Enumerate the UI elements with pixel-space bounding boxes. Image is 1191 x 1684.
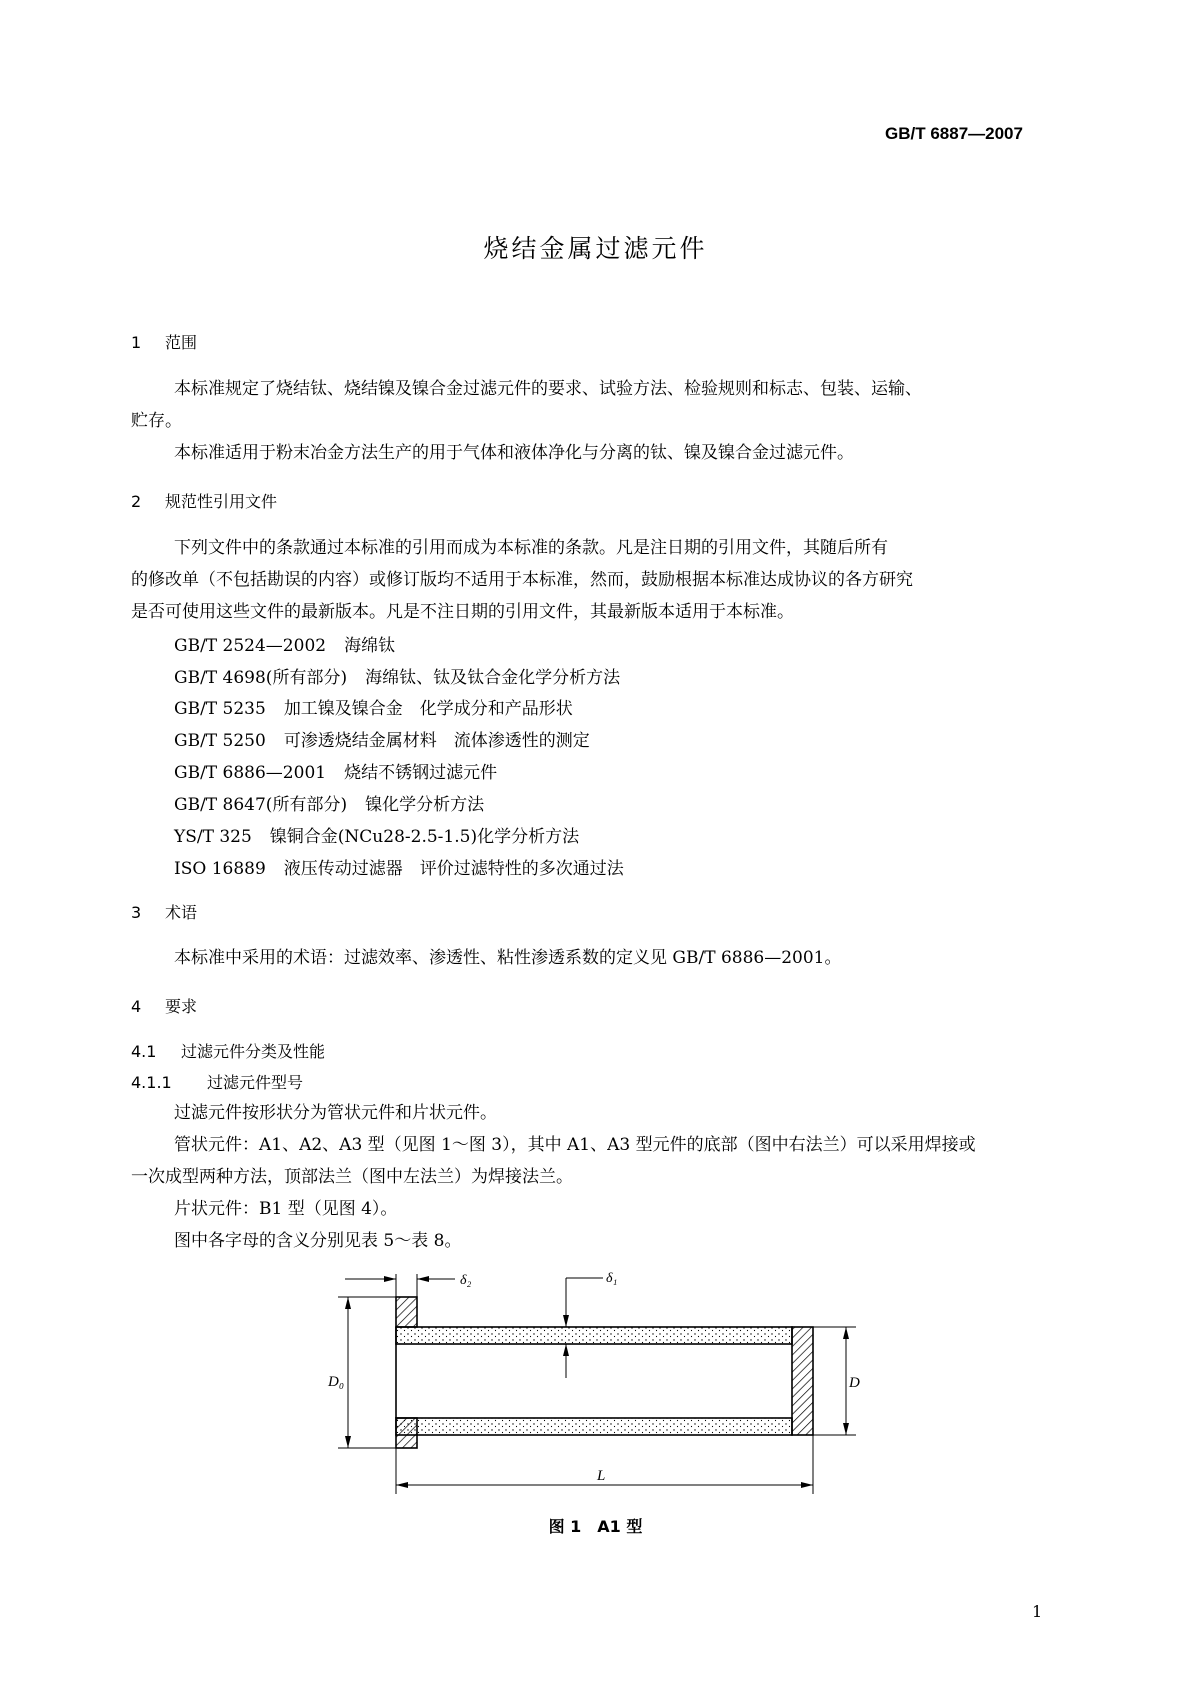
reference-code: ISO 16889: [174, 859, 266, 879]
standard-code: GB/T 6887—2007: [885, 124, 1023, 143]
section-number: 1: [131, 333, 142, 352]
text-line: 本标准规定了烧结钛、烧结镍及镍合金过滤元件的要求、试验方法、检验规则和标志、包装、运输、: [174, 379, 922, 399]
reference-title: 加工镍及镍合金 化学成分和产品形状: [283, 699, 573, 719]
reference-code: GB/T 5235: [174, 699, 266, 719]
text-line: 的修改单（不包括勘误的内容）或修订版均不适用于本标准，然而，鼓励根据本标准达成协议的各方研究: [131, 570, 913, 590]
reference-title: 可渗透烧结金属材料 流体渗透性的测定: [283, 731, 590, 751]
reference-title: 海绵钛、钛及钛合金化学分析方法: [365, 668, 621, 688]
text-line: 片状元件：B1 型（见图 4）。: [174, 1199, 398, 1219]
figure-caption: 图 1 A1 型: [548, 1517, 643, 1536]
text-line: 过滤元件按形状分为管状元件和片状元件。: [174, 1103, 497, 1123]
section-title: 规范性引用文件: [165, 492, 278, 511]
l-label: L: [597, 1468, 606, 1484]
d-label: D: [849, 1375, 860, 1391]
reference-code: GB/T 6886—2001: [174, 763, 327, 783]
section-title: 过滤元件分类及性能: [181, 1042, 326, 1061]
page-number: 1: [1032, 1602, 1043, 1621]
reference-title: 海绵钛: [344, 636, 396, 656]
reference-title: 烧结不锈钢过滤元件: [344, 763, 498, 783]
document-title: 烧结金属过滤元件: [483, 234, 708, 263]
text-line: 管状元件：A1、A2、A3 型（见图 1～图 3），其中 A1、A3 型元件的底部（图中右法兰）可以采用焊接或: [174, 1135, 976, 1155]
text-line: 本标准中采用的术语：过滤效率、渗透性、粘性渗透系数的定义见 GB/T 6886—2001。: [174, 948, 842, 968]
text-line: 下列文件中的条款通过本标准的引用而成为本标准的条款。凡是注日期的引用文件，其随后所有: [174, 538, 888, 558]
section-title: 过滤元件型号: [207, 1073, 304, 1092]
text-line: 贮存。: [131, 411, 182, 431]
reference-title: 镍铜合金(NCu28-2.5-1.5)化学分析方法: [269, 827, 580, 847]
section-number: 4.1: [131, 1042, 157, 1061]
reference-code: YS/T 325: [174, 827, 252, 847]
section-number: 2: [131, 492, 142, 511]
text-line: 本标准适用于粉末冶金方法生产的用于气体和液体净化与分离的钛、镍及镍合金过滤元件。: [174, 443, 854, 463]
delta1-label: δ₁: [606, 1271, 618, 1286]
section-title: 范围: [165, 333, 198, 352]
tube-wall-bottom: [396, 1418, 792, 1435]
section-number: 3: [131, 903, 142, 922]
d0-label: D₀: [328, 1374, 345, 1390]
text-line: 一次成型两种方法，顶部法兰（图中左法兰）为焊接法兰。: [131, 1167, 573, 1187]
reference-code: GB/T 4698(所有部分): [174, 668, 348, 688]
right-flange: [792, 1327, 813, 1435]
left-flange-top: [396, 1297, 417, 1327]
text-line: 是否可使用这些文件的最新版本。凡是不注日期的引用文件，其最新版本适用于本标准。: [131, 602, 794, 622]
section-number: 4: [131, 997, 142, 1016]
reference-title: 镍化学分析方法: [365, 795, 485, 815]
reference-title: 液压传动过滤器 评价过滤特性的多次通过法: [283, 859, 624, 879]
section-number: 4.1.1: [131, 1073, 172, 1092]
reference-code: GB/T 5250: [174, 731, 266, 751]
delta2-label: δ₂: [460, 1273, 472, 1288]
section-title: 要求: [165, 997, 198, 1016]
reference-code: GB/T 8647(所有部分): [174, 795, 348, 815]
reference-code: GB/T 2524—2002: [174, 636, 327, 656]
text-line: 图中各字母的含义分别见表 5～表 8。: [174, 1231, 462, 1251]
tube-wall-top: [396, 1327, 792, 1344]
section-title: 术语: [165, 903, 198, 922]
